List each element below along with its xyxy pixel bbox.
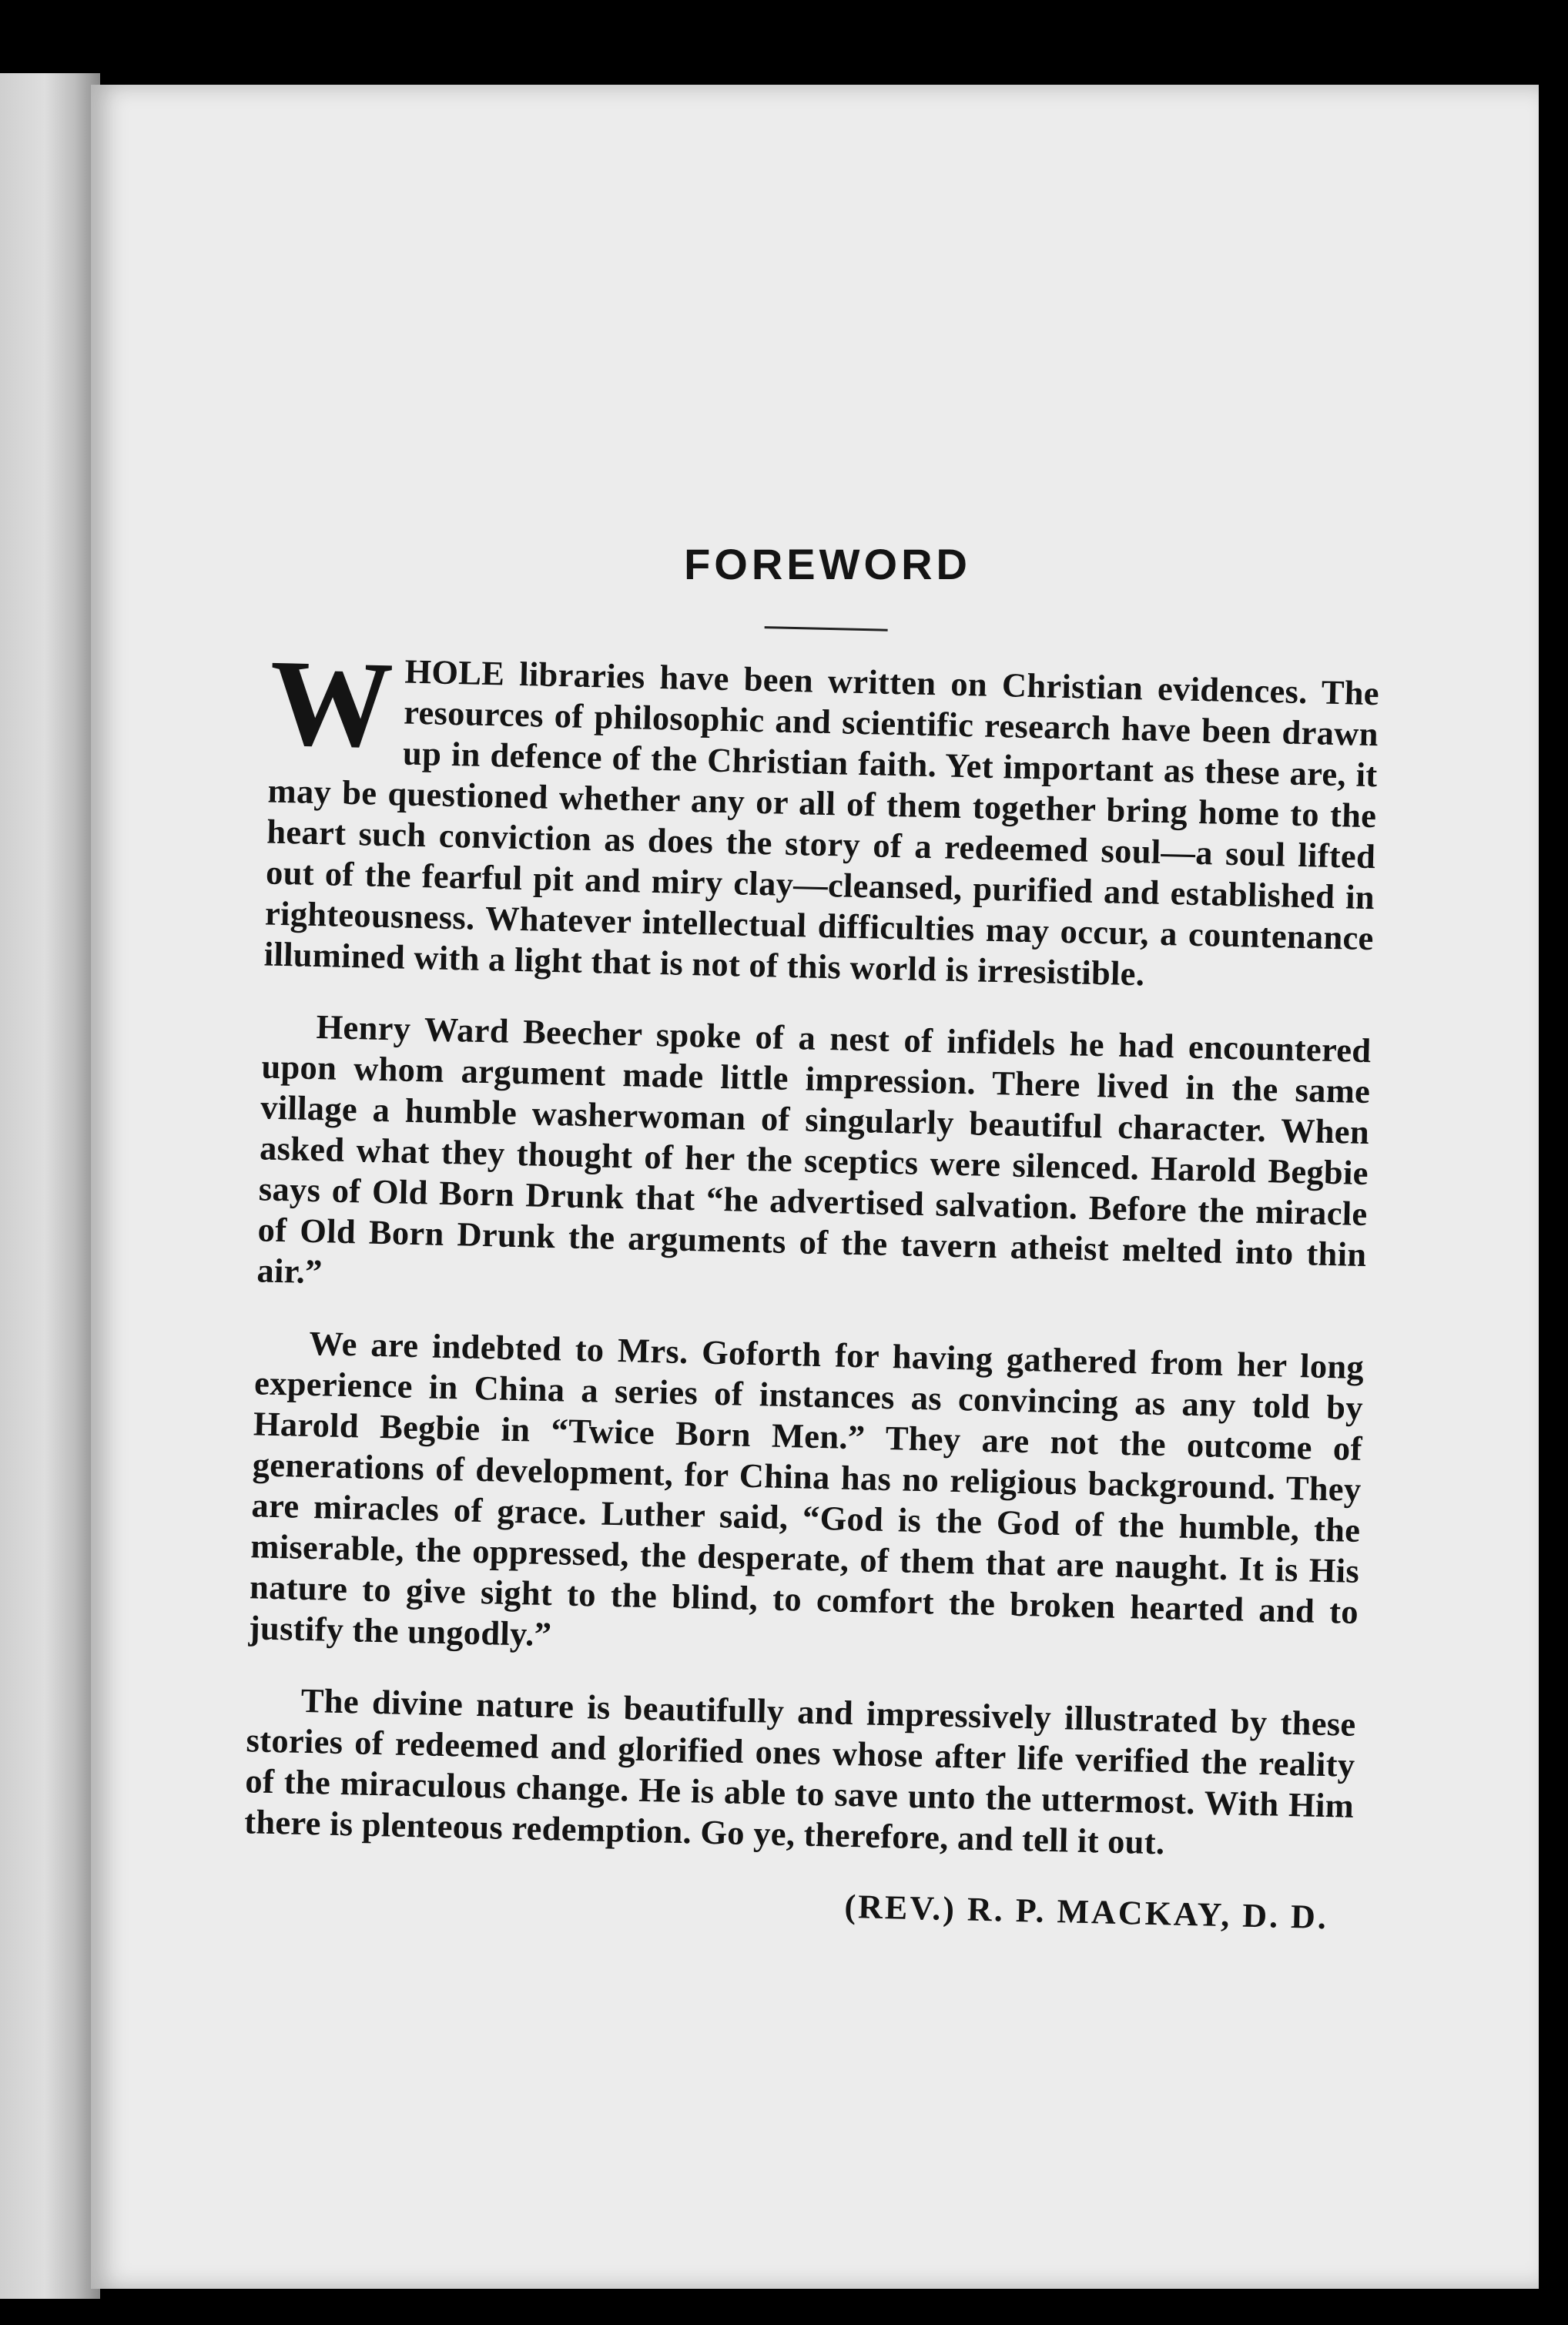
paragraph-1 xyxy=(263,633,1380,1000)
page-title: FOREWORD xyxy=(684,539,971,588)
left-page-edge xyxy=(0,73,100,2299)
book-page xyxy=(91,85,1539,2289)
page-content xyxy=(243,434,1385,1938)
title-underline-rule xyxy=(765,626,888,632)
paragraph-4: The divine nature is beautifully and impressively illustrated by these stories of redeemed and glorified ones whose after life verified the reality of the miraculous change. He is able to save unto the uttermost. With Him there is plenteous redemption. Go ye, therefore, and tell it out. xyxy=(243,1680,1357,1862)
paragraph-3: We are indebted to Mrs. Goforth for having gathered from her long experience in China a series of instances as convincing as any told by Harold Begbie in “Twice Born Men.” They are not the outcome of generations of development, for China has no religious background. They are miracles of grace. Luther said, “God is the God of the humble, the miserable, the oppressed, the desperate, of them that are naught. It is His nature to give sight to the blind, to comfort the broken hearted and to justify the ungodly.” xyxy=(248,1323,1365,1654)
author-signature: (REV.) R. P. MACKAY, D. D. xyxy=(843,1887,1329,1937)
paragraph-1-text: HOLE libraries have been written on Christian evidences. The resources of philosophic and scientific research have been drawn up in defence of the Christian faith. Yet important as these are, it may be questioned whether any or all of them together bring home to the heart such conviction as does the story of a redeemed soul—a soul lifted out of the fearful pit and miry clay—cleansed, purified and established in righteousness. Whatever intellectual difficulties may occur, a countenance illumined with a light that is not of this world is irresistible. xyxy=(263,652,1380,993)
paragraph-2: Henry Ward Beecher spoke of a nest of infidels he had encountered upon whom argument made little impression. There lived in the same village a humble washerwoman of singularly beautiful character. When asked what they thought of her the sceptics were silenced. Harold Begbie says of Old Born Drunk that “he advertised salvation. Before the miracle of Old Born Drunk the arguments of the tavern atheist melted into thin air.” xyxy=(256,1007,1372,1291)
drop-cap: W xyxy=(268,633,395,774)
